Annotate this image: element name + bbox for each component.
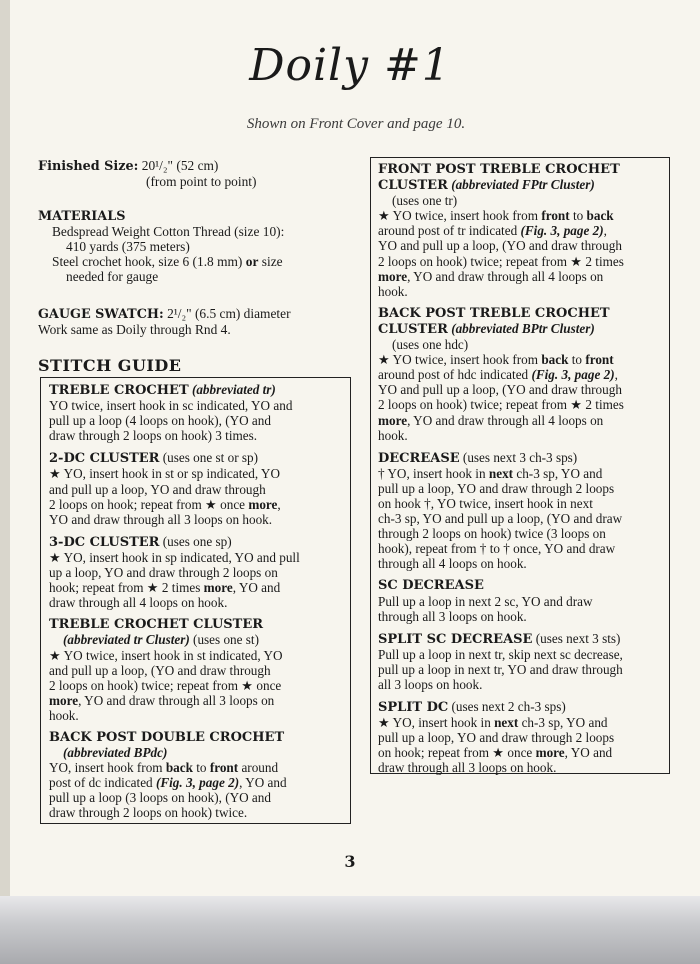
materials-line: needed for gauge xyxy=(66,269,159,284)
gauge-label: GAUGE SWATCH: xyxy=(38,307,164,322)
page-number: 3 xyxy=(344,852,356,871)
stitch-guide-heading: STITCH GUIDE xyxy=(38,356,182,375)
stitch-entry-3dc-cluster: 3-DC CLUSTER (uses one sp) ★ YO, insert hook in sp indicated, YO and pull up a loop, YO and draw through 2 loops on hook; repeat from ★ 2 times more, YO and draw through all 4 loops on hook. xyxy=(49,533,300,611)
page-title: Doily #1 xyxy=(249,40,451,91)
materials-line: Steel crochet hook, size 6 (1.8 mm) or size xyxy=(52,254,283,269)
stitch-guide-box-right xyxy=(370,157,670,774)
page-left-edge xyxy=(0,0,10,964)
stitch-entry-back-post-treble-cluster: BACK POST TREBLE CROCHET CLUSTER (abbreviated BPtr Cluster) (uses one hdc) ★ YO twice, insert hook from back to front around post of hdc indicated (Fig. 3, page 2), YO and pull up a loop, (YO and draw through 2 loops on hook) twice; repeat from ★ 2 times more, YO and draw through all 4 loops on hook. xyxy=(378,305,624,443)
gauge-section xyxy=(38,306,291,337)
stitch-entry-split-dc: SPLIT DC (uses next 2 ch-3 sps) ★ YO, insert hook in next ch-3 sp, YO and pull up a loop, YO and draw through 2 loops on hook; repeat from ★ once more, YO and draw through all 3 loops on hook. xyxy=(378,699,615,776)
stitch-entry-treble-crochet: TREBLE CROCHET (abbreviated tr) YO twice, insert hook in sc indicated, YO and pull up a loop (4 loops on hook), (YO and draw through 2 loops on hook) 3 times. xyxy=(49,382,293,444)
scan-bottom-band xyxy=(0,896,700,964)
stitch-entry-2dc-cluster: 2-DC CLUSTER (uses one st or sp) ★ YO, insert hook in st or sp indicated, YO and pull up a loop, YO and draw through 2 loops on hook; repeat from ★ once more, YO and draw through all 3 loops on hook. xyxy=(49,450,281,527)
finished-size-value: 20¹/₂" (52 cm) xyxy=(141,158,219,173)
materials-section xyxy=(38,209,284,284)
stitch-entry-split-sc-decrease: SPLIT SC DECREASE (uses next 3 sts) Pull up a loop in next tr, skip next sc decrease, pull up a loop in next tr, YO and draw through all 3 loops on hook. xyxy=(378,630,623,692)
finished-size-section xyxy=(38,158,256,189)
gauge-note: Work same as Doily through Rnd 4. xyxy=(38,322,231,337)
stitch-entry-back-post-double-crochet: BACK POST DOUBLE CROCHET (abbreviated BPdc) YO, insert hook from back to front around post of dc indicated (Fig. 3, page 2), YO and pull up a loop (3 loops on hook), (YO and draw through 2 loops on hook) twice. xyxy=(49,729,287,821)
materials-line: Bedspread Weight Cotton Thread (size 10): xyxy=(52,224,285,239)
finished-size-label: Finished Size: xyxy=(38,159,139,174)
materials-heading: MATERIALS xyxy=(38,209,126,224)
gauge-value: 2¹/₂" (6.5 cm) diameter xyxy=(167,306,291,321)
materials-line: 410 yards (375 meters) xyxy=(66,239,190,254)
stitch-entry-front-post-treble-cluster: FRONT POST TREBLE CROCHET CLUSTER (abbreviated FPtr Cluster) (uses one tr) ★ YO twice, insert hook from front to back around post of tr indicated (Fig. 3, page 2), YO and pull up a loop, (YO and draw through 2 loops on hook) twice; repeat from ★ 2 times more, YO and draw through all 4 loops on hook. xyxy=(378,162,624,299)
stitch-entry-decrease: DECREASE (uses next 3 ch-3 sps) † YO, insert hook in next ch-3 sp, YO and pull up a loop, YO and draw through 2 loops on hook †, YO twice, insert hook in next ch-3 sp, YO and pull up a loop, (YO and draw through 2 loops on hook) twice (3 loops on hook), repeat from † to † once, YO and draw through all 4 loops on hook. xyxy=(378,449,623,572)
stitch-entry-sc-decrease: SC DECREASE Pull up a loop in next 2 sc, YO and draw through all 3 loops on hook. xyxy=(378,578,593,624)
finished-size-note: (from point to point) xyxy=(146,174,257,189)
stitch-guide-box-left xyxy=(40,377,351,824)
stitch-entry-treble-crochet-cluster: TREBLE CROCHET CLUSTER (abbreviated tr Cluster) (uses one st) ★ YO twice, insert hook in st indicated, YO and pull up a loop, (YO and draw through 2 loops on hook) twice; repeat from ★ once more, YO and draw through all 3 loops on hook. xyxy=(49,617,283,723)
page-subtitle: Shown on Front Cover and page 10. xyxy=(246,116,466,132)
